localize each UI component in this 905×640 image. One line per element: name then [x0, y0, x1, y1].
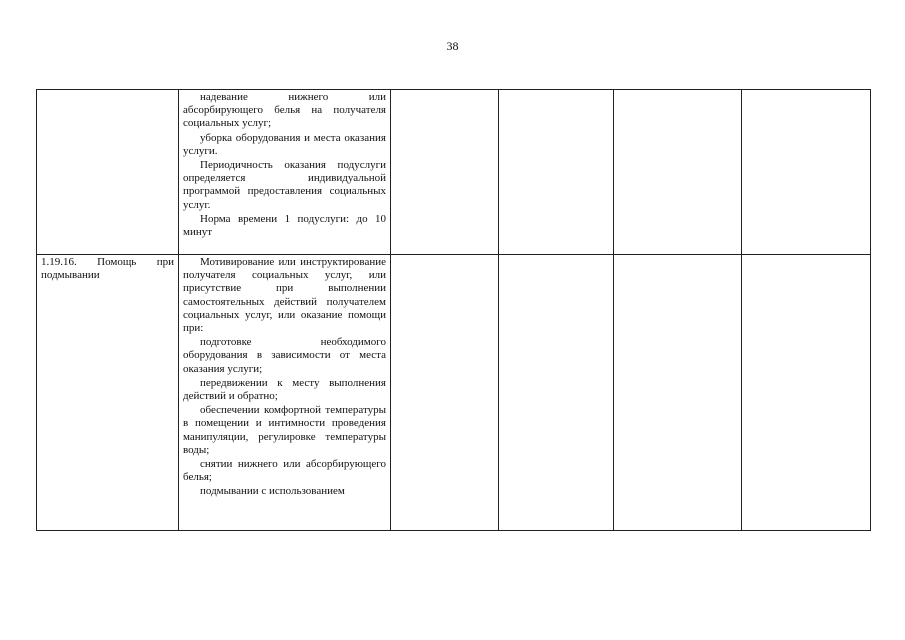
services-table: [36, 89, 871, 531]
description-paragraph: надевание нижнего или абсорбирующего белья на получателя социальных услуг;: [183, 91, 386, 130]
service-description-cell: [179, 90, 391, 255]
description-paragraph: снятии нижнего или абсорбирующего белья;: [183, 458, 386, 484]
table-row: [37, 90, 871, 255]
service-description-cell: [179, 255, 391, 531]
empty-cell: [742, 255, 871, 531]
description-paragraph: Мотивирование или инструктирование получателя социальных услуг, или присутствие при выполнении самостоятельных действий получателем социальных услуг, или оказание помощи при:: [183, 256, 386, 335]
description-paragraph: подготовке необходимого оборудования в зависимости от места оказания услуги;: [183, 336, 386, 375]
empty-cell: [614, 255, 742, 531]
description-paragraph: уборка оборудования и места оказания услуги.: [183, 131, 386, 157]
service-name: 1.19.16. Помощь при подмывании: [41, 256, 174, 282]
description-paragraph: передвижении к месту выполнения действий и обратно;: [183, 376, 386, 403]
service-name-cell: [37, 90, 179, 255]
empty-cell: [742, 90, 871, 255]
empty-cell: [499, 255, 614, 531]
description-paragraph: подмывании с использованием: [200, 485, 345, 498]
description-paragraph: Периодичность оказания подуслуги определяется индивидуальной программой предоставления социальных услуг.: [183, 159, 386, 211]
description-paragraph: Норма времени 1 подуслуги: до 10 минут: [183, 212, 386, 239]
description-paragraph: обеспечении комфортной температуры в помещении и интимности проведения манипуляции, регулировке температуры воды;: [183, 404, 386, 456]
empty-cell: [391, 90, 499, 255]
service-name-cell: [37, 255, 179, 531]
empty-cell: [614, 90, 742, 255]
empty-cell: [499, 90, 614, 255]
table-row: [37, 255, 871, 531]
empty-cell: [391, 255, 499, 531]
page-number: 38: [446, 39, 459, 53]
